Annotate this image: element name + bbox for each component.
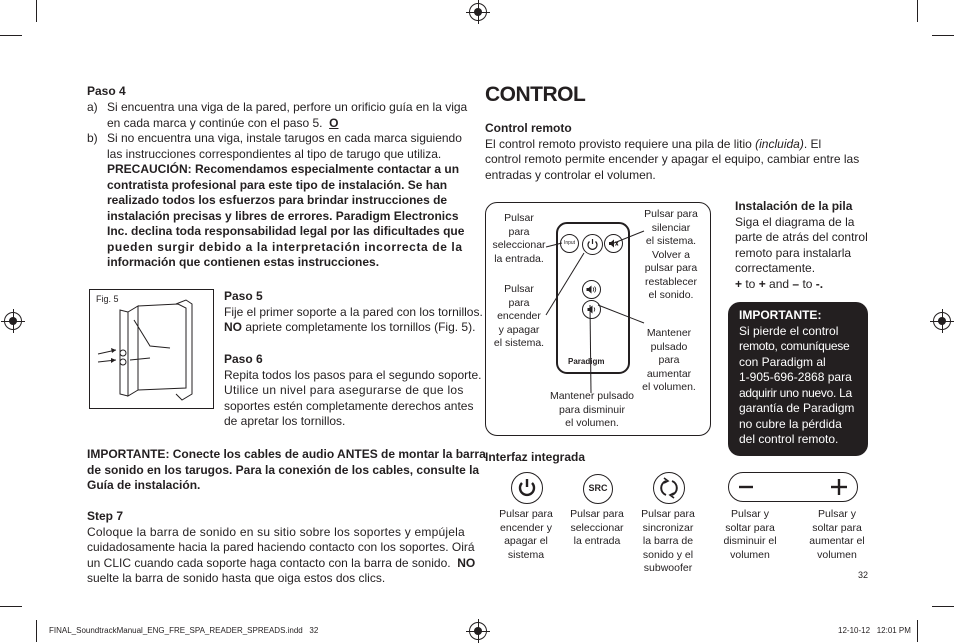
footer-file-name: FINAL_SoundtrackManual_ENG_FRE_SPA_READER_SPREADS.indd 32 <box>49 626 319 635</box>
precaucion-line: PRECAUCIÓN: Recomendamos especialmente contactar a un <box>107 162 460 176</box>
paso6-line: de apretar los tornillos. <box>224 414 346 428</box>
battery-line: Siga el diagrama de la <box>735 214 855 229</box>
importante-line: de sonido en los tarugos. Para la conexión de los cables, consulte la <box>87 462 480 477</box>
label-mute <box>636 208 706 303</box>
important-box-line: con Paradigm al <box>739 354 826 369</box>
precaucion-line: contratista profesional para este tipo de instalación. Se han <box>107 177 448 192</box>
remote-line-italic: (incluida) <box>755 136 804 151</box>
label-line: soltar para <box>725 521 775 534</box>
label-power <box>488 283 550 351</box>
label-line: Pulsar para <box>641 508 695 520</box>
label-line: Mantener pulsado <box>549 390 635 402</box>
no-emphasis: NO <box>457 555 476 570</box>
importante-left <box>87 447 486 494</box>
label-line: aumentar el <box>809 535 865 547</box>
label-volume-up <box>634 327 704 395</box>
label-line: el volumen. <box>565 417 619 429</box>
label-line: soltar para <box>812 521 862 534</box>
crop-mark <box>36 620 37 642</box>
minus-icon <box>737 477 757 497</box>
step7-block <box>87 509 477 587</box>
item-body <box>107 131 477 271</box>
important-box-body <box>739 324 868 448</box>
remote-line: entradas y controlar el volumen. <box>485 167 656 182</box>
remote-brand: Paradigm <box>568 357 605 366</box>
registration-mark-icon <box>933 312 951 330</box>
precaucion-line: realizado todos los esfuerzos para brindar instrucciones de <box>107 193 448 207</box>
polarity: – <box>792 276 800 291</box>
battery-line: correctamente. <box>735 261 816 275</box>
label-line: pulsar para <box>644 262 698 274</box>
label-line: Pulsar para <box>499 508 553 520</box>
precaucion-line: información que contienen estas instrucciones. <box>107 255 380 269</box>
remote-mute-button <box>604 234 623 253</box>
label-line: Pulsar para <box>570 508 624 520</box>
step7-line <box>87 556 477 572</box>
crop-mark <box>932 606 954 607</box>
registration-mark-icon <box>469 3 487 21</box>
remote-line: control remoto permite encender y apagar el equipo, cambiar entre las <box>485 152 860 166</box>
remote-diagram <box>485 202 711 436</box>
item-label: a) <box>87 100 98 114</box>
label-line: el sistema. <box>645 235 697 247</box>
label-line: para <box>508 296 530 309</box>
interfaz-label-sync <box>633 508 703 576</box>
remote-power-button <box>582 234 603 255</box>
paso4-item-a <box>87 100 477 132</box>
bar-power-button <box>511 472 543 504</box>
volume-down-icon <box>583 301 600 318</box>
crop-mark <box>932 35 954 36</box>
remote-line-text: . El <box>803 136 822 151</box>
footer-date: 12-10-12 12:01 PM <box>838 626 911 635</box>
battery-heading: Instalación de la pila <box>735 199 853 213</box>
interfaz-label-power <box>491 508 561 562</box>
paso6-block <box>224 352 482 430</box>
label-line: el sistema. <box>493 337 545 349</box>
paso4-heading: Paso 4 <box>87 84 126 98</box>
step7-line-text: un CLIC cuando cada soporte haga contacto con la barra de sonido. <box>87 555 451 570</box>
label-line: Volver a <box>652 248 690 261</box>
interfaz-label-src <box>562 508 632 549</box>
item-line: Si encuentra una viga de la pared, perfore un orificio guía en la viga <box>107 100 468 114</box>
label-line: encender <box>497 310 541 322</box>
volume-up-icon <box>583 281 600 298</box>
remote-volume-up-button <box>582 280 601 299</box>
important-box-line: garantía de Paradigm <box>739 401 855 415</box>
item-line: las instrucciones correspondientes al tipo de tarugo que utiliza. <box>107 146 442 161</box>
power-icon <box>583 235 602 254</box>
label-line: Pulsar <box>504 212 534 224</box>
important-box-line: Si pierde el control <box>739 323 839 338</box>
item-line: Si no encuentra una viga, instale tarugos en cada marca siguiendo <box>107 131 462 145</box>
precaucion-line: instalación precisas y libres de errores. Paradigm Electronics <box>107 208 459 223</box>
important-box-line: adquirir uno nuevo. La <box>739 385 852 400</box>
important-box <box>728 302 868 456</box>
important-box-line: 1-905-696-2868 para <box>739 370 852 384</box>
paso6-line: soportes estén completamente derechos antes <box>224 398 474 413</box>
label-line: seleccionar <box>570 521 624 534</box>
polarity: + <box>758 276 766 291</box>
paso5-line <box>224 320 474 336</box>
registration-mark-icon <box>469 622 487 640</box>
paso4-item-b <box>87 131 477 281</box>
label-line: sonido y el <box>642 548 694 561</box>
battery-section <box>735 199 875 292</box>
remote-heading: Control remoto <box>485 121 572 135</box>
paso5-block <box>224 289 483 336</box>
figure-5 <box>89 289 214 409</box>
label-line: la entrada. <box>494 252 544 265</box>
importante-line: Guía de instalación. <box>87 478 201 492</box>
label-line: encender y <box>500 521 552 534</box>
step7-line: cuidadosamente hacia la pared haciendo contacto con los soportes. Oirá <box>87 540 475 554</box>
bracket-illustration-icon <box>90 290 213 408</box>
paso6-heading: Paso 6 <box>224 352 263 366</box>
registration-mark-icon <box>4 312 22 330</box>
label-line: seleccionar <box>492 239 546 251</box>
mute-icon <box>605 235 622 252</box>
crop-mark <box>917 620 918 642</box>
important-box-line: remoto, comuníquese <box>739 339 850 353</box>
plus-icon <box>829 477 849 497</box>
battery-line-text: and <box>765 276 793 291</box>
item-line-text: en cada marca y continúe con el paso 5. <box>107 115 323 130</box>
item-line <box>107 116 338 132</box>
bar-volume-rocker <box>728 472 858 502</box>
paso5-line: Fije el primer soporte a la pared con los tornillos. <box>224 304 483 319</box>
polarity: + <box>735 276 743 291</box>
label-line: la barra de <box>642 535 694 547</box>
label-line: el sonido. <box>648 289 694 301</box>
precaucion-line: pueden surgir debido a la interpretación incorrecta de la <box>107 239 463 254</box>
label-line: el volumen. <box>642 381 696 393</box>
battery-line: remoto para instalarla <box>735 245 852 260</box>
label-line: sincronizar <box>642 521 694 534</box>
battery-line-text: to <box>799 276 816 291</box>
crop-mark <box>36 0 37 22</box>
label-line: para <box>508 225 530 238</box>
crop-mark <box>0 606 22 607</box>
step7-line: Coloque la barra de sonido en su sitio sobre los soportes y empújela <box>87 524 465 539</box>
label-volume-down <box>542 390 642 431</box>
paso5-heading: Paso 5 <box>224 289 263 303</box>
label-line: para <box>658 354 680 366</box>
battery-line <box>735 277 875 293</box>
label-select-input <box>488 212 550 266</box>
remote-line-text: El control remoto provisto requiere una pila de litio <box>485 136 756 151</box>
sync-icon <box>654 473 684 503</box>
src-label: SRC <box>588 483 608 493</box>
important-box-heading: IMPORTANTE: <box>739 308 822 322</box>
label-line: disminuir el <box>723 535 777 547</box>
paso6-line: Utilice un nivel para asegurarse de que los <box>224 383 464 397</box>
label-line: para disminuir <box>559 403 625 416</box>
label-line: Pulsar <box>504 283 534 295</box>
power-icon <box>512 473 542 503</box>
step7-line: suelte la barra de sonido hasta que oiga estos dos clics. <box>87 571 386 585</box>
remote-intro <box>485 121 875 183</box>
label-line: volumen <box>730 548 770 561</box>
important-box-line: del control remoto. <box>739 432 839 446</box>
battery-line: parte de atrás del control <box>735 230 868 244</box>
paso6-line: Repita todos los pasos para el segundo soporte. <box>224 367 482 382</box>
bar-src-button <box>583 474 613 504</box>
remote-volume-down-button <box>582 300 601 319</box>
label-line: Mantener <box>646 327 692 339</box>
label-line: pulsado <box>650 340 688 353</box>
label-line: volumen <box>817 548 857 561</box>
label-line: la entrada <box>573 535 621 547</box>
step-marker: O <box>329 115 339 130</box>
remote-line <box>485 137 875 153</box>
page-number: 32 <box>858 570 869 580</box>
bar-sync-button <box>653 472 685 504</box>
label-line: silenciar <box>651 221 691 234</box>
crop-mark <box>0 35 22 36</box>
label-line: apagar el <box>504 535 548 547</box>
label-line: sistema <box>507 548 545 561</box>
label-line: Pulsar y <box>731 508 769 520</box>
precaucion-line: Inc. declina toda responsabilidad legal por las dificultades que <box>107 224 465 238</box>
label-line: Pulsar para <box>644 208 698 220</box>
importante-line: IMPORTANTE: Conecte los cables de audio ANTES de montar la barra <box>87 447 486 461</box>
polarity: -. <box>815 276 824 291</box>
label-line: Pulsar y <box>818 508 856 520</box>
interfaz-label-volume-down <box>715 508 785 562</box>
section-title: CONTROL <box>485 83 586 106</box>
input-label: Input <box>563 240 576 246</box>
figure-label: Fig. 5 <box>96 294 119 304</box>
paso5-line-text: apriete completamente los tornillos (Fig. 5). <box>242 320 476 334</box>
label-line: restablecer <box>645 275 697 288</box>
interfaz-label-volume-up <box>801 508 873 562</box>
label-line: subwoofer <box>643 562 693 574</box>
item-label: b) <box>87 131 98 145</box>
important-box-line: no cubre la pérdida <box>739 416 842 431</box>
label-line: aumentar <box>646 367 692 380</box>
crop-mark <box>917 0 918 22</box>
step7-heading: Step 7 <box>87 509 124 523</box>
label-line: y apagar <box>498 323 540 336</box>
no-emphasis: NO <box>224 320 242 334</box>
battery-line-text: to <box>742 276 759 291</box>
interfaz-heading: Interfaz integrada <box>485 450 586 464</box>
